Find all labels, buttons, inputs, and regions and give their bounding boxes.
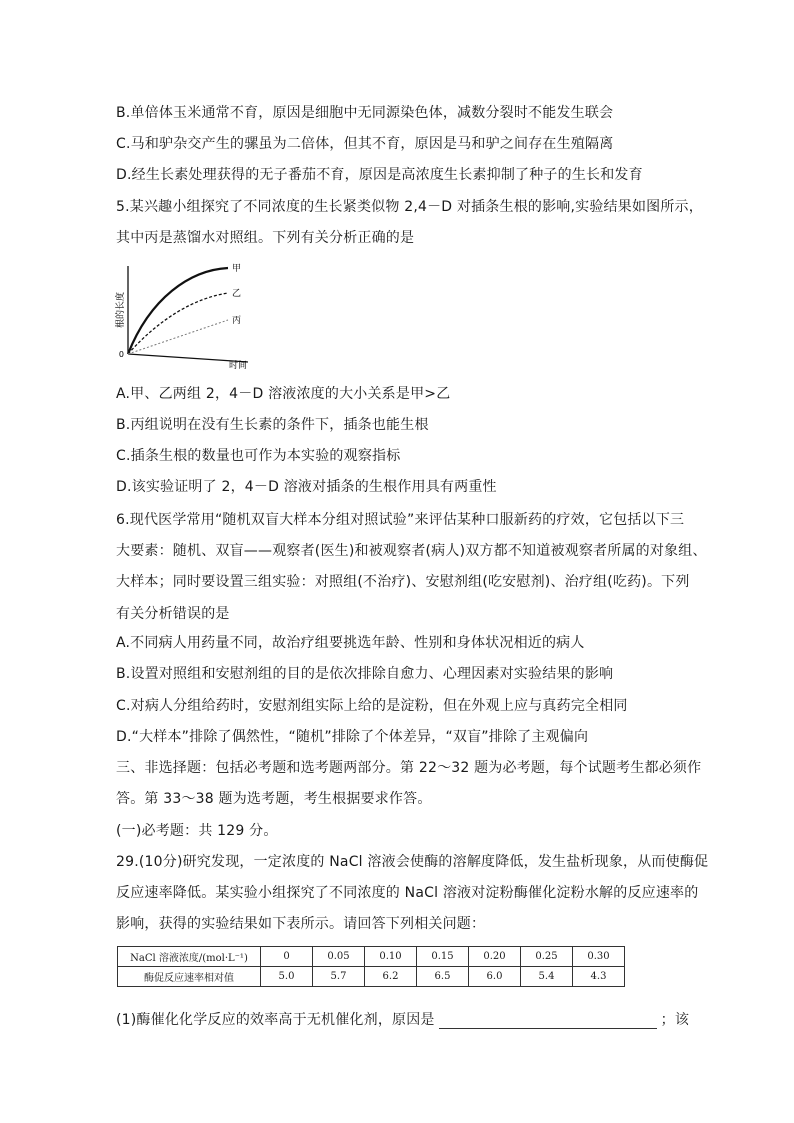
q5-option-a: A.甲、乙两组 2，4－D 溶液浓度的大小关系是甲>乙	[116, 386, 451, 402]
q6-option-c: C.对病人分组给药时，安慰剂组实际上给的是淀粉，但在外观上应与真药完全相同	[116, 698, 628, 714]
option-b-line: B.单倍体玉米通常不育，原因是细胞中无同源染色体，减数分裂时不能发生联会	[116, 105, 614, 121]
question-29-stem-1: 29.(10分)研究发现，一定浓度的 NaCl 溶液会使酶的溶解度降低，发生盐析现象，从而使酶促	[116, 854, 709, 870]
q6-option-a: A.不同病人用药量不同，故治疗组要挑选年龄、性别和身体状况相近的病人	[116, 635, 585, 651]
table-header-cell: 酶促反应速率相对值	[118, 967, 261, 987]
root-length-graph	[110, 258, 260, 370]
table-cell: 0.05	[313, 947, 365, 967]
curve-label-jia: 甲	[232, 264, 242, 274]
table-cell: 0.10	[365, 947, 417, 967]
y-axis-label: 根的长度	[116, 291, 126, 329]
table-cell: 6.0	[469, 967, 521, 987]
option-d-line: D.经生长素处理获得的无子番茄不育，原因是高浓度生长素抑制了种子的生长和发育	[116, 167, 643, 183]
curve-label-bing: 丙	[232, 316, 242, 326]
table-cell: 5.4	[521, 967, 573, 987]
table-cell: 0.25	[521, 947, 573, 967]
question-6-stem-4: 有关分析错误的是	[116, 606, 230, 622]
option-c-line: C.马和驴杂交产生的骡虽为二倍体，但其不育，原因是马和驴之间存在生殖隔离	[116, 136, 614, 152]
table-cell: 0	[261, 947, 313, 967]
table-row	[118, 967, 625, 987]
table-cell: 5.0	[261, 967, 313, 987]
table-cell: 6.5	[417, 967, 469, 987]
nacl-rate-table	[117, 946, 625, 987]
q5-option-b: B.丙组说明在没有生长素的条件下，插条也能生根	[116, 417, 429, 433]
x-axis-label: 时间	[228, 361, 248, 370]
part-1-text: (1)酶催化化学反应的效率高于无机催化剂，原因是	[116, 1012, 435, 1028]
question-29-stem-3: 影响，获得的实验结果如下表所示。请回答下列相关问题：	[116, 916, 486, 932]
part-1-text-end: ；该	[660, 1012, 690, 1028]
question-5-stem-cont: 其中丙是蒸馏水对照组。下列有关分析正确的是	[116, 230, 415, 246]
answer-blank[interactable]	[439, 1014, 657, 1029]
table-row	[118, 947, 625, 967]
table-cell: 0.30	[573, 947, 625, 967]
q6-option-b: B.设置对照组和安慰剂组的目的是依次排除自愈力、心理因素对实验结果的影响	[116, 666, 614, 682]
table-cell: 0.20	[469, 947, 521, 967]
q5-option-d: D.该实验证明了 2，4－D 溶液对插条的生根作用具有两重性	[116, 479, 497, 495]
curve-label-yi: 乙	[232, 289, 242, 299]
section-3-heading: 三、非选择题：包括必考题和选考题两部分。第 22～32 题为必考题，每个试题考生都必须作	[116, 760, 702, 776]
question-29-part-1	[116, 1011, 689, 1029]
table-cell: 5.7	[313, 967, 365, 987]
section-3-heading-cont: 答。第 33～38 题为选考题，考生根据要求作答。	[116, 791, 432, 807]
q5-option-c: C.插条生根的数量也可作为本实验的观察指标	[116, 448, 401, 464]
question-5-stem: 5.某兴趣小组探究了不同浓度的生长紧类似物 2,4－D 对插条生根的影响,实验结果如图所示，	[116, 199, 703, 215]
question-6-stem-2: 大要素：随机、双盲——观察者(医生)和被观察者(病人)双方都不知道被观察者所属的对象组、	[116, 543, 707, 559]
question-29-stem-2: 反应速率降低。某实验小组探究了不同浓度的 NaCl 溶液对淀粉酶催化淀粉水解的反应速率的	[116, 885, 699, 901]
question-6-stem-3: 大样本；同时要设置三组实验：对照组(不治疗)、安慰剂组(吃安慰剂)、治疗组(吃药)。下列	[116, 574, 690, 590]
table-cell: 6.2	[365, 967, 417, 987]
table-cell: 0.15	[417, 947, 469, 967]
table-header-cell: NaCl 溶液浓度/(mol·L⁻¹)	[118, 947, 261, 967]
table-cell: 4.3	[573, 967, 625, 987]
required-questions-heading: (一)必考题：共 129 分。	[116, 823, 278, 839]
q6-option-d: D.“大样本”排除了偶然性，“随机”排除了个体差异，“双盲”排除了主观偏向	[116, 729, 589, 745]
origin-label: 0	[118, 350, 124, 359]
question-6-stem-1: 6.现代医学常用“随机双盲大样本分组对照试验”来评估某种口服新药的疗效，它包括以下三	[116, 512, 685, 528]
